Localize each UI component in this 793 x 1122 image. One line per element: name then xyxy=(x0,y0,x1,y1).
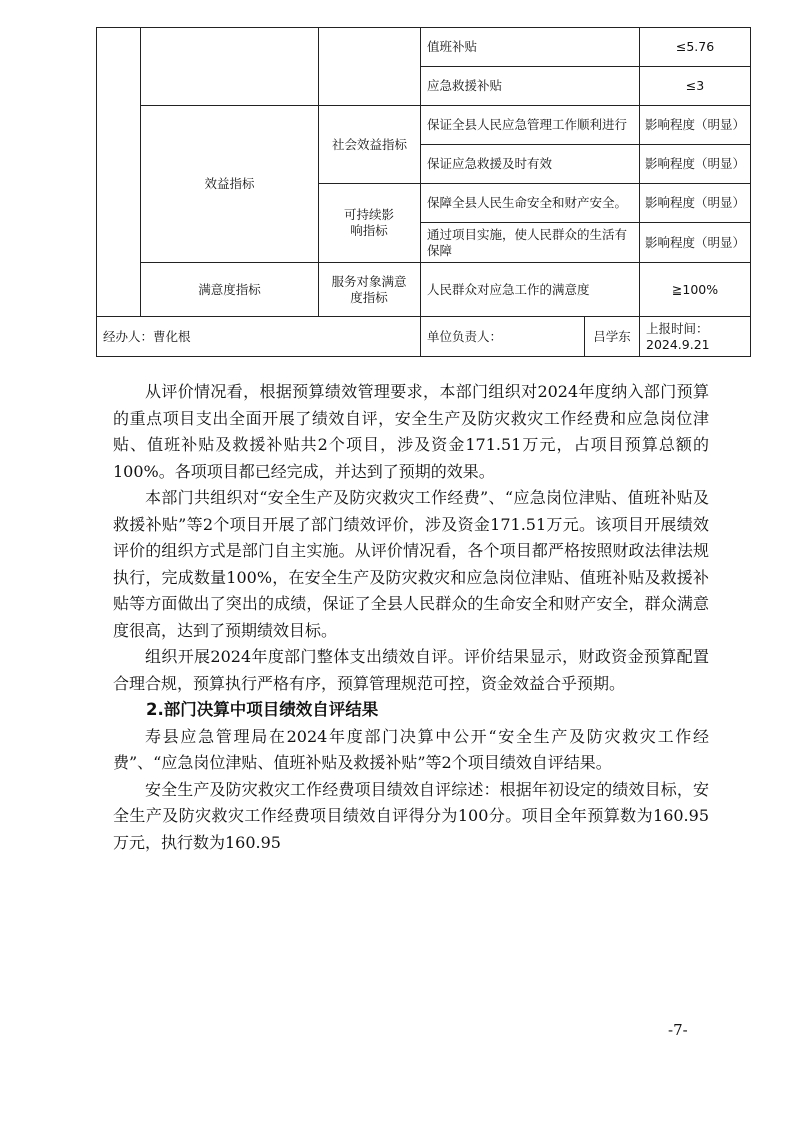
indicator-cell: 保证全县人民应急管理工作顺利进行 xyxy=(427,117,628,132)
value-cell: 影响程度（明显） xyxy=(644,234,745,250)
body-text xyxy=(113,379,709,856)
level2-social: 社会效益指标 xyxy=(331,136,407,152)
leader-name: 吕学东 xyxy=(593,328,631,344)
indicator-cell: 人民群众对应急工作的满意度 xyxy=(427,281,590,297)
performance-table xyxy=(0,0,793,360)
indicator-cell: 保证应急救援及时有效 xyxy=(427,156,553,171)
table-border-right xyxy=(750,27,751,357)
level2-sustain: 可持续影响指标 xyxy=(344,207,395,238)
table-border-bottom xyxy=(96,356,750,357)
paragraph: 从评价情况看，根据预算绩效管理要求，本部门组织对2024年度纳入部门预算的重点项目支出全面开展了绩效自评，安全生产及防灾救灾工作经费和应急岗位津贴、值班补贴及救援补贴共2个项目，涉及资金171.51万元，占项目预算总额的100%。各项项目都已经完成，并达到了预期的效果。 xyxy=(113,382,709,481)
value-cell: ≧100% xyxy=(671,281,719,297)
section-heading: 2.部门决算中项目绩效自评结果 xyxy=(146,700,379,719)
level1-benefit: 效益指标 xyxy=(204,176,255,191)
page-number: -7- xyxy=(668,1021,688,1039)
level2-service: 服务对象满意度指标 xyxy=(331,273,407,305)
value-cell: 影响程度（明显） xyxy=(644,117,745,132)
value-cell: ≤3 xyxy=(685,78,705,93)
indicator-cell: 保障全县人民生命安全和财产安全。 xyxy=(427,195,628,210)
paragraph: 安全生产及防灾救灾工作经费项目绩效自评综述：根据年初设定的绩效目标，安全生产及防灾救灾工作经费项目绩效自评得分为100分。项目全年预算数为160.95万元，执行数为160.95 xyxy=(113,779,709,852)
report-time xyxy=(640,317,750,356)
report-time-value: 2024.9.21 xyxy=(646,336,710,352)
indicator-cell: 值班补贴 xyxy=(427,39,478,54)
value-cell: 影响程度（明显） xyxy=(644,195,745,210)
paragraph: 寿县应急管理局在2024年度部门决算中公开“安全生产及防灾救灾工作经费”、“应急岗位津贴、值班补贴及救援补贴”等2个项目绩效自评结果。 xyxy=(113,726,709,772)
leader-label: 单位负责人： xyxy=(427,328,503,344)
indicator-cell: 应急救援补贴 xyxy=(427,78,503,93)
indicator-cell: 通过项目实施，使人民群众的生活有保障 xyxy=(427,226,628,258)
value-cell: ≤5.76 xyxy=(675,39,715,54)
paragraph: 组织开展2024年度部门整体支出绩效自评。评价结果显示，财政资金预算配置合理合规，预算执行严格有序，预算管理规范可控，资金效益合乎预期。 xyxy=(113,647,709,693)
report-time-label: 上报时间： xyxy=(646,320,709,336)
level1-satisfaction: 满意度指标 xyxy=(198,281,261,297)
table-border-left xyxy=(96,27,97,357)
value-cell: 影响程度（明显） xyxy=(644,156,745,171)
paragraph: 本部门共组织对“安全生产及防灾救灾工作经费”、“应急岗位津贴、值班补贴及救援补贴”等2个项目开展了部门绩效评价，涉及资金171.51万元。该项目开展绩效评价的组织方式是部门自主实施。从评价情况看，各个项目都严格按照财政法律法规执行，完成数量100%，在安全生产及防灾救灾和应急岗位津贴、值班补贴及救援补贴等方面做出了突出的成绩，保证了全县人民群众的生命安全和财产安全，群众满意度很高，达到了预期绩效目标。 xyxy=(113,488,709,640)
handler-label: 经办人：曹化根 xyxy=(103,328,191,344)
